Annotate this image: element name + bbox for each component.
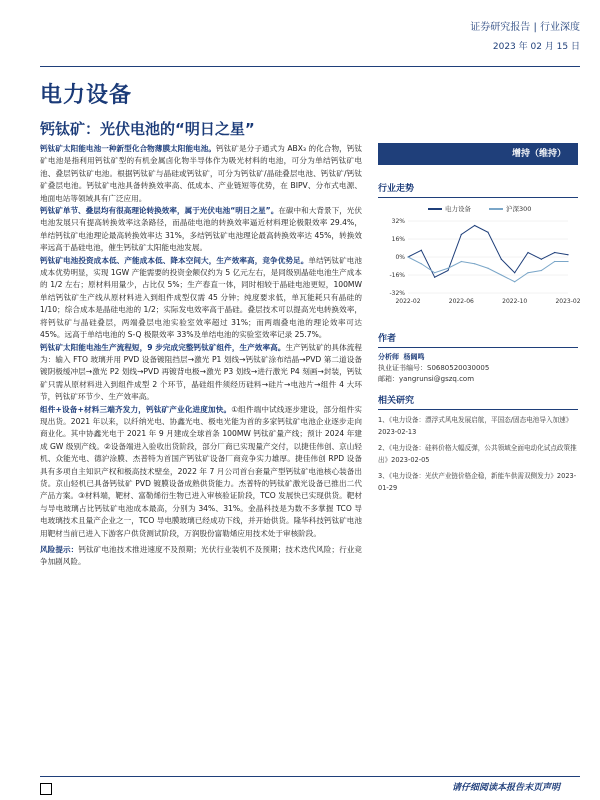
data-point	[434, 277, 435, 278]
data-point	[567, 254, 568, 255]
analyst-label: 分析师	[378, 353, 399, 361]
sidebar	[378, 143, 581, 494]
body-paragraph	[40, 143, 362, 205]
data-point	[421, 263, 422, 264]
related-heading: 相关研究	[378, 393, 578, 410]
body-paragraph	[40, 342, 362, 404]
legend-label: 电力设备	[445, 205, 471, 213]
series-line-sector	[408, 226, 568, 278]
email-row	[378, 374, 578, 385]
related-item[interactable]: 1、《电力设备：漂浮式风电发展启航，平国态/固态电池导入加速》2023-02-13	[378, 416, 573, 436]
x-tick-label: 2023-02	[555, 298, 581, 305]
data-point	[541, 259, 542, 260]
paragraph-lead: 钙钛矿单节、叠层均有很高理论转换效率，属于光伏电池“明日之星”。	[40, 206, 279, 216]
sector-title: 电力设备	[40, 83, 133, 108]
rating-badge: 增持（维持）	[378, 143, 578, 165]
cert-number: S0680520030005	[427, 364, 490, 372]
paragraph-lead: 钙钛矿太阳能电池生产流程短，9 步完成完整钙钛矿组件，生产效率高。	[40, 342, 286, 352]
legend-label: 沪深300	[506, 205, 532, 213]
data-point	[554, 252, 555, 253]
report-type: 证券研究报告 | 行业深度	[470, 22, 580, 33]
data-point	[487, 232, 488, 233]
analyst-row	[378, 352, 578, 363]
data-point	[461, 234, 462, 235]
y-tick-label: 16%	[391, 236, 405, 243]
risk-paragraph	[40, 544, 362, 569]
data-point	[554, 261, 555, 262]
related-item[interactable]: 3、《电力设备：光伏产业链价格企稳，新能车供需双侧发力》2023-01-29	[378, 472, 577, 492]
data-point	[407, 256, 408, 257]
legend-item-index	[489, 204, 531, 213]
cert-row	[378, 363, 578, 374]
footer-divider	[40, 776, 580, 777]
data-point	[434, 272, 435, 273]
series-line-index	[408, 257, 568, 282]
data-point	[461, 261, 462, 262]
report-date: 2023 年 02 月 15 日	[492, 42, 580, 52]
data-point	[541, 270, 542, 271]
report-title: 钙钛矿：光伏电池的“明日之星”	[40, 120, 255, 138]
legend-item-sector	[428, 204, 471, 213]
x-tick-label: 2022-10	[502, 298, 528, 305]
x-tick-label: 2022-06	[448, 298, 474, 305]
data-point	[487, 268, 488, 269]
legend-swatch	[489, 208, 503, 210]
author-block	[378, 352, 578, 385]
data-point	[514, 272, 515, 273]
y-tick-label: 0%	[395, 254, 405, 261]
qr-code-icon	[40, 783, 52, 795]
cert-label: 执业证书编号：	[378, 364, 427, 372]
paragraph-text: ①组件端中试线逐步建设，部分组件实现出货。2021 年以来，以纤纳光电、协鑫光电、极电光能为首的多家钙钛矿电池企业逐步走向商业化。其中协鑫光电于 2021 年 9 月建成全球首条 100MW 钙钛矿量产线；预计 2024 年建成 GW 级别产线。②设备端进入验收出货阶段，部分厂商已实现量产交付，以捷佳伟创、京山轻机、众能光电、德沪涂膜、杰普特为首国产钙钛矿设备厂商竞争实力雄厚。捷佳伟创 RPD 设备具有多项自主知识产权和极高技术壁垒，2022 年 7 月公司首台套量产型钙钛矿电池核心装备出货。京山轻机已具备钙钛矿 PVD 镀膜设备成熟供货能力。杰普特的钙钛矿激光设备已推出二代产品方案。③材料端，靶材、富勒烯衍生物已进入审核验证阶段，TCO 发展快已实现供货。靶材与导电玻璃占比钙钛矿电池成本最高，分别为 34%、31%。金晶科技是为数不多掌握 TCO 导电玻璃技术且量产企业之一，TCO 导电膜玻璃已经成功下线，并开始供货。隆华科技钙钛矿电池用靶材当前已进入下游客户供货测试阶段，万润股份富勒烯应用技术处于审核阶段。	[40, 404, 362, 538]
data-point	[501, 259, 502, 260]
related-item[interactable]: 2、《电力设备：硅料价格大幅反弹，公共领域全面电动化试点政策推出》2023-02-05	[378, 444, 577, 464]
data-point	[527, 252, 528, 253]
report-body	[40, 143, 362, 569]
email-label: 邮箱：	[378, 375, 399, 383]
email-link[interactable]: yangrunsi@gszq.com	[399, 375, 475, 383]
paragraph-lead: 钙钛矿太阳能电池一种新型化合物薄膜太阳能电池。	[40, 144, 217, 153]
footer-disclaimer: 请仔细阅读本报告末页声明	[451, 783, 560, 793]
y-tick-label: -32%	[389, 290, 405, 297]
report-header	[470, 18, 580, 52]
data-point	[474, 263, 475, 264]
data-point	[514, 281, 515, 282]
paragraph-text: 单结钙钛矿电池成本优势明显，实现 1GW 产能需要的投资金额仅约为 5 亿元左右，是同级别晶硅电池生产成本的 1/2 左右；原材料用量少，占比仅 5%；生产春直一体，同时相较于晶硅电池更短，100MW 单结钙钛矿生产线从原材料进入到组件成型仅需 45 分钟；纯度要求低，单瓦能耗只有晶硅的 1/10；综合成本是晶硅电池的 1/2；实际发电效率高于晶硅。叠层技术可以提高光电转换效率，将钙钛矿与晶硅叠层，两端叠层电池实验室效率超过 31%；而两端叠电池的理论效率可达 45%。远高于单结电池的 S-Q 极限效率 33%及单结电池的实验室效率记录 25.7%。	[40, 255, 363, 340]
y-tick-label: 32%	[391, 218, 405, 225]
body-paragraph	[40, 255, 362, 342]
data-point	[501, 274, 502, 275]
header-divider	[40, 66, 580, 67]
data-point	[447, 270, 448, 271]
paragraph-text: 生产钙钛矿的具体流程为：输入 FTO 玻璃并用 PVD 设备镀阻挡层→激光 P1 划线→钙钛矿涂布结晶→PVD 第二道设备镀阴极缓冲层→激光 P2 划线→PVD 再镀背电极→激光 P3 划线→进行激光 P4 刻画→封装，钙钛矿只需从原材料进入到组件成型 2 个环节，晶硅组件须经历硅料→硅片→电池片→组件 4 大环节，钙钛矿环节少、生产效率高。	[40, 342, 362, 402]
data-point	[447, 268, 448, 269]
paragraph-text: 在碳中和大背景下，光伏电池发展只有提高转换效率这条路径，而晶硅电池的转换效率逼近材料理论极限效率 29.4%，单结钙钛矿电池理论最高转换效率达 31%，多结钙钛矿电池理论最高转换效率达 45%，转换效率远高于晶硅电池，催生钙钛矿太阳能电池发展。	[40, 206, 363, 253]
related-list	[378, 414, 578, 494]
paragraph-lead: 组件+设备+材料三端齐发力，钙钛矿产业化进度加快。	[40, 404, 232, 414]
risk-label: 风险提示：	[40, 545, 79, 554]
author-heading: 作者	[378, 331, 578, 348]
x-tick-label: 2022-02	[395, 298, 421, 305]
data-point	[527, 272, 528, 273]
body-paragraph	[40, 205, 362, 255]
risk-text: 钙钛矿电池技术推进速度不及预期；光伏行业装机不及预期；技术迭代风险；行业竞争加剧风险。	[40, 545, 362, 567]
body-paragraph	[40, 404, 362, 540]
data-point	[474, 225, 475, 226]
analyst-name: 杨阔鸣	[403, 353, 425, 361]
paragraph-text: 钙钛矿是分子通式为 ABX₃ 的化合物，钙钛矿电池是指利用钙钛矿型的有机金属卤化物半导体作为吸光材料的电池，可分为单结钙钛矿电池、叠层钙钛矿电池。根据钙钛矿与晶硅或钙钛矿，可分为钙钛矿/晶硅叠层电池、钙钛矿/钙钛矿叠层电池。钙钛矿电池具备转换效率高、低成本、产业链短等优势，在 BIPV、分布式电源、地面电站等领域具有广泛应用。	[40, 144, 362, 203]
data-point	[567, 261, 568, 262]
paragraph-lead: 钙钛矿电池投资成本低、产能成本低、降本空间大，生产效率高，竞争优势足。	[40, 255, 309, 265]
legend-swatch	[428, 208, 442, 210]
data-point	[421, 250, 422, 251]
y-tick-label: -16%	[389, 272, 405, 279]
chart-legend	[428, 204, 578, 213]
trend-chart	[378, 213, 581, 313]
trend-heading: 行业走势	[378, 181, 578, 198]
